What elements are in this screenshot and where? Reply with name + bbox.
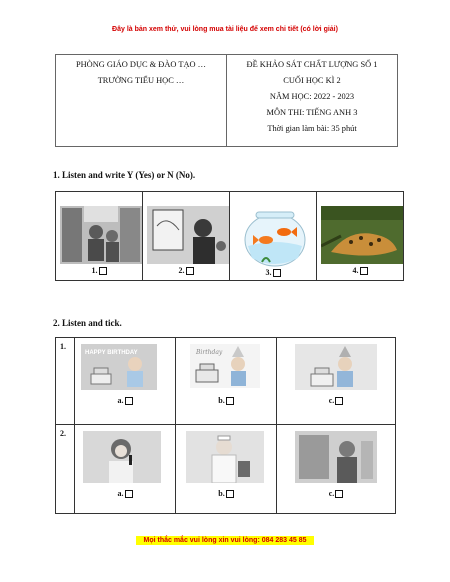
contact-banner: Mọi thắc mắc vui lòng xin vui lòng: 084 283 45 85: [136, 536, 314, 545]
school-year: NĂM HỌC: 2022 - 2023: [269, 92, 355, 101]
svg-text:HAPPY BIRTHDAY: HAPPY BIRTHDAY: [85, 350, 138, 356]
checkbox-icon[interactable]: [125, 490, 133, 498]
checkbox-icon[interactable]: [99, 267, 107, 275]
item-1-label: 1.: [91, 266, 98, 275]
row-2-option-a: a.: [117, 489, 124, 498]
market-man-icon: [295, 431, 377, 483]
checkbox-icon[interactable]: [360, 267, 368, 275]
row-1-b-cell: [176, 338, 277, 425]
checkbox-icon[interactable]: [273, 269, 281, 277]
singing-woman-icon: [83, 431, 161, 483]
preview-banner: Đây là bản xem thử, vui lòng mua tài liệu để xem chi tiết (có lời giải): [112, 26, 338, 33]
checkbox-icon[interactable]: [335, 397, 343, 405]
row-2-a-cell: [75, 425, 176, 514]
birthday-cake-boy-icon: [190, 344, 260, 388]
row-2-number: 2.: [60, 429, 66, 438]
item-4-label: 4.: [352, 266, 359, 275]
section-2-title: 2. Listen and tick.: [53, 318, 122, 328]
library-photo-icon: [60, 206, 142, 264]
row-1-number-cell: [56, 338, 75, 425]
exam-title: ĐỀ KHẢO SÁT CHẤT LƯỢNG SỐ 1: [246, 60, 378, 69]
row-1-c-cell: [277, 338, 396, 425]
exam-term: CUỐI HỌC KÌ 2: [283, 76, 341, 85]
checkbox-icon[interactable]: [226, 397, 234, 405]
header-left: [56, 55, 227, 146]
header-right: [227, 55, 397, 146]
item-4-cell: [317, 192, 404, 281]
item-3-label: 3.: [265, 268, 272, 277]
school-name: TRƯỜNG TIỂU HỌC …: [97, 76, 185, 85]
checkbox-icon[interactable]: [226, 490, 234, 498]
svg-text:Birthday: Birthday: [196, 349, 223, 356]
row-2-number-cell: [56, 425, 75, 514]
item-3-cell: [230, 192, 317, 281]
party-hat-boy-icon: [295, 344, 377, 390]
row-1-option-c: c.: [328, 396, 335, 405]
item-1-cell: [56, 192, 143, 281]
row-1-a-cell: [75, 338, 176, 425]
checkbox-icon[interactable]: [186, 267, 194, 275]
row-2-option-c: c.: [328, 489, 335, 498]
exam-header: [55, 54, 398, 147]
section-1-title: 1. Listen and write Y (Yes) or N (No).: [53, 170, 196, 180]
row-1-option-a: a.: [117, 396, 124, 405]
painting-photo-icon: [147, 206, 229, 264]
section-1-table: [55, 191, 404, 281]
item-2-label: 2.: [178, 266, 185, 275]
section-2-table: [55, 337, 396, 514]
row-2-b-cell: [176, 425, 277, 514]
birthday-boy-icon: [81, 344, 157, 390]
row-2-option-b: b.: [218, 489, 225, 498]
checkbox-icon[interactable]: [335, 490, 343, 498]
row-1-option-b: b.: [218, 396, 225, 405]
checkbox-icon[interactable]: [125, 397, 133, 405]
department-name: PHÒNG GIÁO DỤC & ĐÀO TẠO …: [75, 60, 207, 69]
nurse-icon: [186, 431, 264, 483]
leopard-photo-icon: [321, 206, 403, 264]
row-1-number: 1.: [60, 342, 66, 351]
goldfish-bowl-icon: [242, 210, 308, 268]
subject: MÔN THI: TIẾNG ANH 3: [266, 108, 358, 117]
row-2-c-cell: [277, 425, 396, 514]
item-2-cell: [143, 192, 230, 281]
duration: Thời gian làm bài: 35 phút: [267, 124, 357, 133]
